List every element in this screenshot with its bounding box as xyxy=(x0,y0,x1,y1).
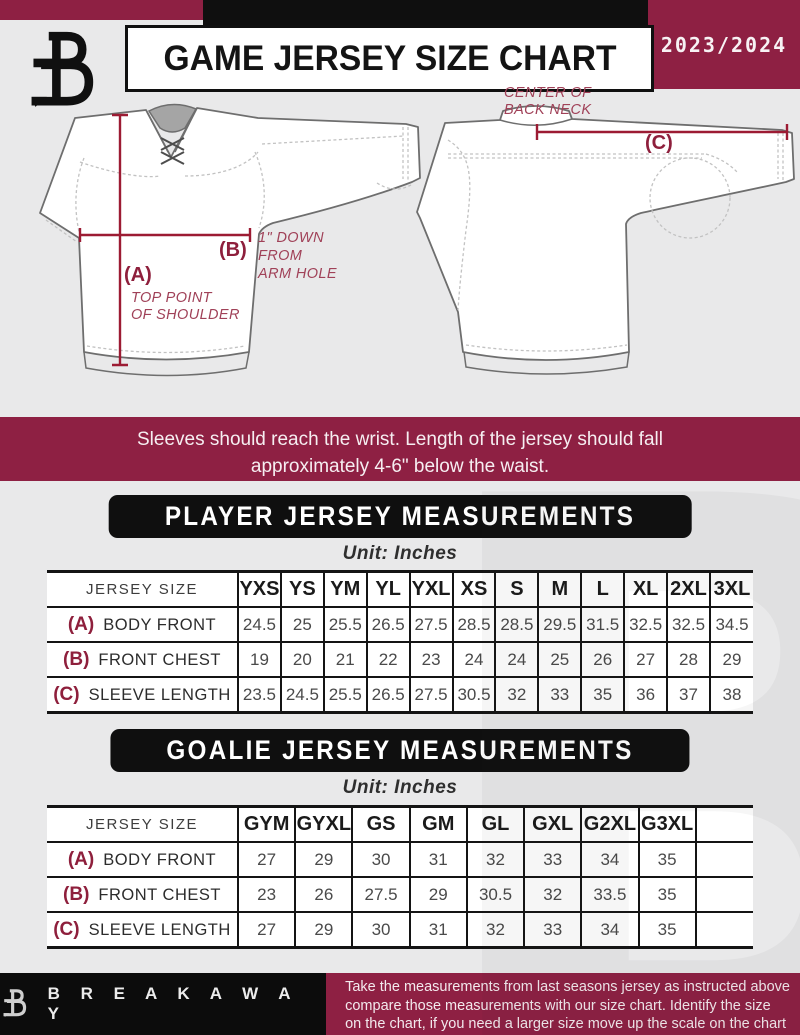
table-header xyxy=(47,807,753,843)
size-column-header: YXL xyxy=(410,572,453,608)
measurement-value: 30 xyxy=(352,912,409,948)
player-section-title: PLAYER JERSEY MEASUREMENTS xyxy=(164,501,636,531)
table-row xyxy=(47,877,753,912)
measurement-row-label xyxy=(47,912,238,948)
measurement-value: 38 xyxy=(710,677,753,713)
back-neck-note: CENTER OF xyxy=(504,85,592,101)
fit-instruction-line2: approximately 4-6" below the waist. xyxy=(250,456,550,477)
measurement-value: 35 xyxy=(639,842,696,877)
measurement-value: 30.5 xyxy=(467,877,524,912)
measurement-value: 28.5 xyxy=(495,607,538,642)
measurement-value: 24.5 xyxy=(238,607,281,642)
measurement-value: 26 xyxy=(295,877,352,912)
measurement-value: 36 xyxy=(624,677,667,713)
size-column-header: S xyxy=(495,572,538,608)
measurement-value: 26.5 xyxy=(367,677,410,713)
top-maroon-strip xyxy=(0,0,203,20)
measurement-value: 35 xyxy=(639,877,696,912)
measurement-row-label xyxy=(47,642,238,677)
table-row xyxy=(47,607,753,642)
table-row xyxy=(47,842,753,877)
measurement-value: 31 xyxy=(410,842,467,877)
measurement-value: 23 xyxy=(238,877,295,912)
size-column-header: YS xyxy=(281,572,324,608)
empty-column-header xyxy=(696,807,753,843)
footer-line3: on the chart, if you need a larger size move up the scale on the chart xyxy=(345,1016,787,1032)
measurement-key: (C) xyxy=(53,918,80,940)
measurement-value: 31.5 xyxy=(581,607,624,642)
measurement-value: 33 xyxy=(524,912,581,948)
top-black-strip xyxy=(203,0,648,25)
measurement-value: 29 xyxy=(295,842,352,877)
marker-a-label: (A) xyxy=(124,264,152,286)
jersey-size-corner-label: JERSEY SIZE xyxy=(47,572,238,608)
player-table-wrap xyxy=(47,570,753,714)
size-column-header: GS xyxy=(352,807,409,843)
page-title: GAME JERSEY SIZE CHART xyxy=(162,38,617,78)
size-column-header: GYXL xyxy=(295,807,352,843)
measurement-value: 31 xyxy=(410,912,467,948)
table-header xyxy=(47,572,753,608)
measurement-label: SLEEVE LENGTH xyxy=(88,685,231,704)
measurement-key: (B) xyxy=(63,648,90,670)
footer-brand-block xyxy=(0,973,326,1035)
measurement-value: 29.5 xyxy=(538,607,581,642)
measurement-value: 34.5 xyxy=(710,607,753,642)
svg-text:FROM: FROM xyxy=(258,248,303,264)
svg-text:ARM HOLE: ARM HOLE xyxy=(258,266,337,282)
size-column-header: 3XL xyxy=(710,572,753,608)
size-column-header: G2XL xyxy=(581,807,638,843)
size-column-header: YM xyxy=(324,572,367,608)
measurement-label: SLEEVE LENGTH xyxy=(88,920,231,939)
empty-value-cell xyxy=(696,912,753,948)
size-column-header: XS xyxy=(453,572,496,608)
size-column-header: M xyxy=(538,572,581,608)
measurement-value: 24 xyxy=(453,642,496,677)
measurement-value: 29 xyxy=(410,877,467,912)
marker-b-label: (B) xyxy=(219,239,247,261)
player-measurements-table xyxy=(47,570,753,714)
size-column-header: L xyxy=(581,572,624,608)
footer-instructions xyxy=(326,973,800,1035)
measurement-value: 25 xyxy=(281,607,324,642)
measurement-label: FRONT CHEST xyxy=(98,885,221,904)
measurement-value: 33 xyxy=(538,677,581,713)
fit-instruction-banner xyxy=(0,417,800,481)
measurement-value: 25 xyxy=(538,642,581,677)
svg-text:OF SHOULDER: OF SHOULDER xyxy=(131,307,240,323)
table-row xyxy=(47,677,753,713)
player-section-banner xyxy=(109,495,692,538)
measurement-value: 23.5 xyxy=(238,677,281,713)
goalie-section-banner xyxy=(110,729,689,772)
size-column-header: YXS xyxy=(238,572,281,608)
table-body xyxy=(47,607,753,713)
measurement-value: 30 xyxy=(352,842,409,877)
measurement-label: FRONT CHEST xyxy=(98,650,221,669)
measurement-value: 37 xyxy=(667,677,710,713)
measurement-value: 33 xyxy=(524,842,581,877)
measurement-value: 27.5 xyxy=(352,877,409,912)
measurement-key: (B) xyxy=(63,883,90,905)
goalie-measurements-table xyxy=(47,805,753,949)
measurement-value: 26 xyxy=(581,642,624,677)
goalie-unit-label: Unit: Inches xyxy=(342,777,458,798)
marker-a-note: TOP POINT xyxy=(131,290,212,306)
size-column-header: G3XL xyxy=(639,807,696,843)
jersey-size-corner-label: JERSEY SIZE xyxy=(47,807,238,843)
measurement-value: 24 xyxy=(495,642,538,677)
goalie-section-title: GOALIE JERSEY MEASUREMENTS xyxy=(166,735,634,765)
measurement-value: 27.5 xyxy=(410,677,453,713)
size-column-header: YL xyxy=(367,572,410,608)
size-column-header: GYM xyxy=(238,807,295,843)
table-row xyxy=(47,642,753,677)
measurement-value: 25.5 xyxy=(324,607,367,642)
measurement-value: 21 xyxy=(324,642,367,677)
measurement-value: 32 xyxy=(467,912,524,948)
measurement-row-label xyxy=(47,677,238,713)
measurement-value: 27 xyxy=(238,912,295,948)
player-unit-label: Unit: Inches xyxy=(342,543,458,564)
measurement-value: 33.5 xyxy=(581,877,638,912)
measurement-value: 32 xyxy=(495,677,538,713)
measurement-value: 24.5 xyxy=(281,677,324,713)
fit-instruction-line1: Sleeves should reach the wrist. Length of the jersey should fall xyxy=(137,429,663,450)
footer xyxy=(0,973,800,1035)
svg-text:BACK NECK: BACK NECK xyxy=(504,102,592,118)
measurement-label: BODY FRONT xyxy=(103,850,217,869)
measurement-value: 26.5 xyxy=(367,607,410,642)
measurement-value: 35 xyxy=(639,912,696,948)
measurement-label: BODY FRONT xyxy=(103,615,217,634)
measurement-value: 32.5 xyxy=(667,607,710,642)
empty-value-cell xyxy=(696,842,753,877)
measurement-value: 19 xyxy=(238,642,281,677)
measurement-value: 34 xyxy=(581,842,638,877)
size-column-header: XL xyxy=(624,572,667,608)
marker-b-note: 1" DOWN xyxy=(258,230,324,246)
season-badge xyxy=(648,0,800,89)
measurement-key: (A) xyxy=(67,613,95,635)
measurement-value: 32.5 xyxy=(624,607,667,642)
size-column-header: GM xyxy=(410,807,467,843)
footer-line1: Take the measurements from last seasons jersey as instructed above xyxy=(345,979,790,995)
measurement-key: (A) xyxy=(67,848,95,870)
measurement-value: 34 xyxy=(581,912,638,948)
size-column-header: GXL xyxy=(524,807,581,843)
measurement-value: 32 xyxy=(524,877,581,912)
measurement-value: 30.5 xyxy=(453,677,496,713)
measurement-value: 32 xyxy=(467,842,524,877)
measurement-key: (C) xyxy=(53,683,80,705)
season-label: 2023/2024 xyxy=(660,32,788,57)
brand-name: B R E A K A W A Y xyxy=(47,984,298,1023)
measurement-value: 27 xyxy=(238,842,295,877)
empty-value-cell xyxy=(696,877,753,912)
jersey-diagrams xyxy=(0,80,800,417)
measurement-value: 20 xyxy=(281,642,324,677)
measurement-row-label xyxy=(47,607,238,642)
goalie-table-wrap xyxy=(47,805,753,949)
size-column-header: 2XL xyxy=(667,572,710,608)
measurement-value: 27 xyxy=(624,642,667,677)
marker-c-label: (C) xyxy=(645,132,673,154)
measurement-value: 35 xyxy=(581,677,624,713)
size-column-header: GL xyxy=(467,807,524,843)
table-body xyxy=(47,842,753,948)
measurement-value: 22 xyxy=(367,642,410,677)
measurement-value: 28 xyxy=(667,642,710,677)
measurement-value: 25.5 xyxy=(324,677,367,713)
measurement-row-label xyxy=(47,877,238,912)
measurement-value: 29 xyxy=(710,642,753,677)
measurement-row-label xyxy=(47,842,238,877)
back-jersey-diagram xyxy=(417,85,794,374)
measurement-value: 29 xyxy=(295,912,352,948)
front-jersey-diagram xyxy=(40,104,420,375)
table-row xyxy=(47,912,753,948)
footer-line2: compare those measurements with our size chart. Identify the size xyxy=(345,997,771,1014)
table-header-row xyxy=(47,807,753,843)
table-header-row xyxy=(47,572,753,608)
measurement-value: 27.5 xyxy=(410,607,453,642)
measurement-value: 23 xyxy=(410,642,453,677)
measurement-value: 28.5 xyxy=(453,607,496,642)
breakaway-logo-small-icon xyxy=(0,985,32,1023)
